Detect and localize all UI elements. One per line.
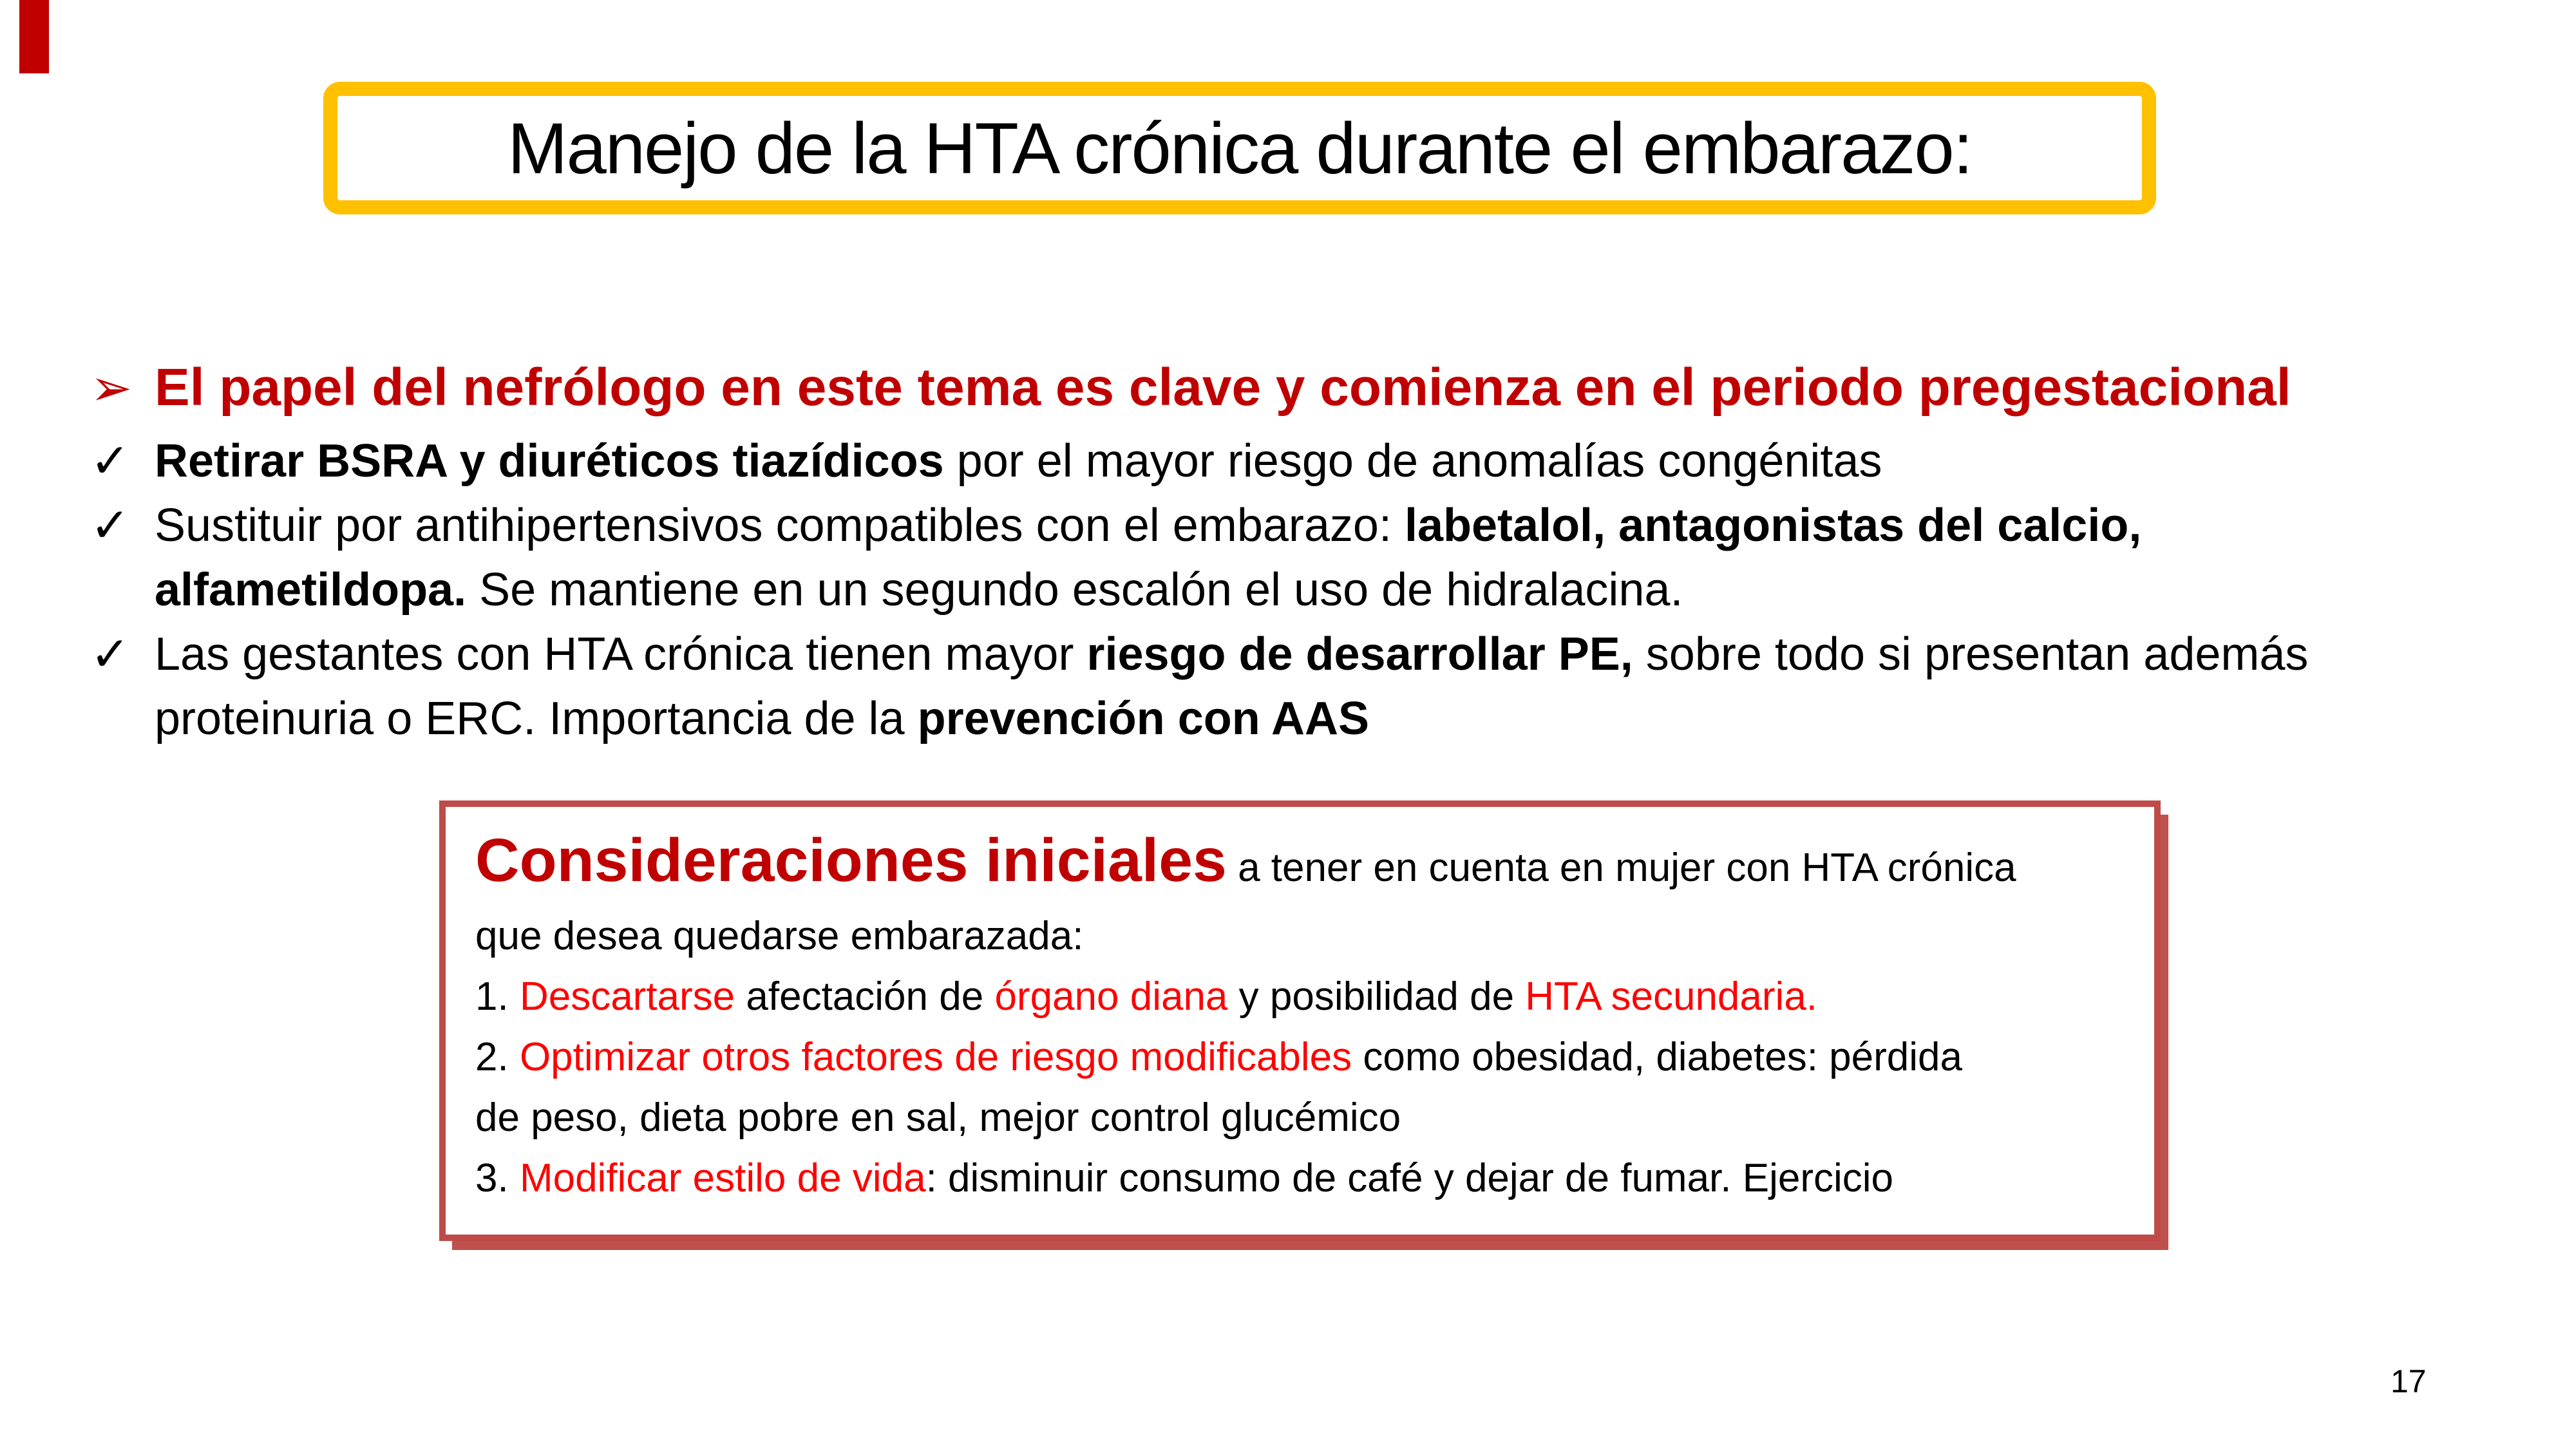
text-segment: Modificar estilo de vida — [519, 1156, 926, 1200]
text-segment: Descartarse — [519, 974, 735, 1019]
bullet-text-line — [155, 429, 2512, 493]
text-segment: de peso, dieta pobre en sal, mejor control glucémico — [475, 1095, 1401, 1140]
text-segment: 2. — [475, 1035, 520, 1079]
box-intro-line2: que desea quedarse embarazada: — [475, 914, 1084, 958]
box-item-line — [475, 967, 2131, 1027]
text-segment: órgano diana — [994, 974, 1228, 1019]
list-item — [90, 622, 2512, 751]
text-segment: prevención con AAS — [917, 693, 1370, 744]
bullet-text-line — [155, 558, 2512, 622]
text-segment: proteinuria o ERC. Importancia de la — [155, 693, 918, 744]
text-segment: : disminuir consumo de café y dejar de fumar. Ejercicio — [925, 1156, 1894, 1200]
box-title: Consideraciones iniciales — [475, 826, 1227, 895]
box-item-line — [475, 1027, 2131, 1088]
text-segment: HTA secundaria. — [1525, 974, 1818, 1019]
bullet-text-line — [155, 687, 2512, 751]
text-segment: a tener en cuenta en mujer con HTA crónica — [1226, 846, 2016, 890]
text-segment: por el mayor riesgo de anomalías congénitas — [943, 435, 1882, 487]
text-segment: labetalol, antagonistas del calcio, — [1404, 500, 2142, 551]
text-segment: y posibilidad de — [1227, 974, 1526, 1019]
corner-red-bar — [19, 0, 49, 73]
arrow-bullet-icon: ➢ — [90, 359, 133, 416]
page-number: 17 — [2391, 1363, 2427, 1399]
text-segment: Las gestantes con HTA crónica tienen mayor — [155, 629, 1087, 680]
text-segment: afectación de — [735, 974, 995, 1019]
text-segment: Retirar BSRA y diuréticos tiazídicos — [155, 435, 944, 487]
text-segment: Optimizar otros factores de riesgo modificables — [519, 1035, 1352, 1079]
text-segment: 1. — [475, 974, 520, 1019]
text-segment: alfametildopa. — [155, 564, 467, 616]
box-intro-line — [475, 822, 2131, 906]
bullet-text-line — [155, 622, 2512, 687]
considerations-box — [439, 800, 2161, 1241]
text-segment: Se mantiene en un segundo escalón el uso de hidralacina. — [466, 564, 1683, 616]
text-segment: 3. — [475, 1156, 520, 1200]
page-title: Manejo de la HTA crónica durante el embarazo: — [507, 108, 1972, 189]
text-segment: sobre todo si presentan además — [1633, 629, 2309, 680]
checkmark-icon: ✓ — [90, 434, 131, 488]
heading-text: El papel del nefrólogo en este tema es clave y comienza en el periodo pregestacional — [155, 358, 2291, 417]
checkmark-icon: ✓ — [90, 627, 131, 681]
bullet-text-line — [155, 493, 2512, 558]
heading-line — [90, 353, 2531, 422]
list-item — [90, 493, 2512, 622]
box-item-line — [475, 1088, 2131, 1148]
text-segment: Sustituir por antihipertensivos compatibles con el embarazo: — [155, 500, 1405, 551]
box-item-line — [475, 1148, 2131, 1209]
list-item — [90, 429, 2512, 493]
text-segment: riesgo de desarrollar PE, — [1086, 629, 1633, 680]
checkmark-icon: ✓ — [90, 498, 131, 552]
title-box — [323, 82, 2156, 214]
text-segment: como obesidad, diabetes: pérdida — [1352, 1035, 1963, 1079]
bullet-list — [90, 429, 2512, 751]
